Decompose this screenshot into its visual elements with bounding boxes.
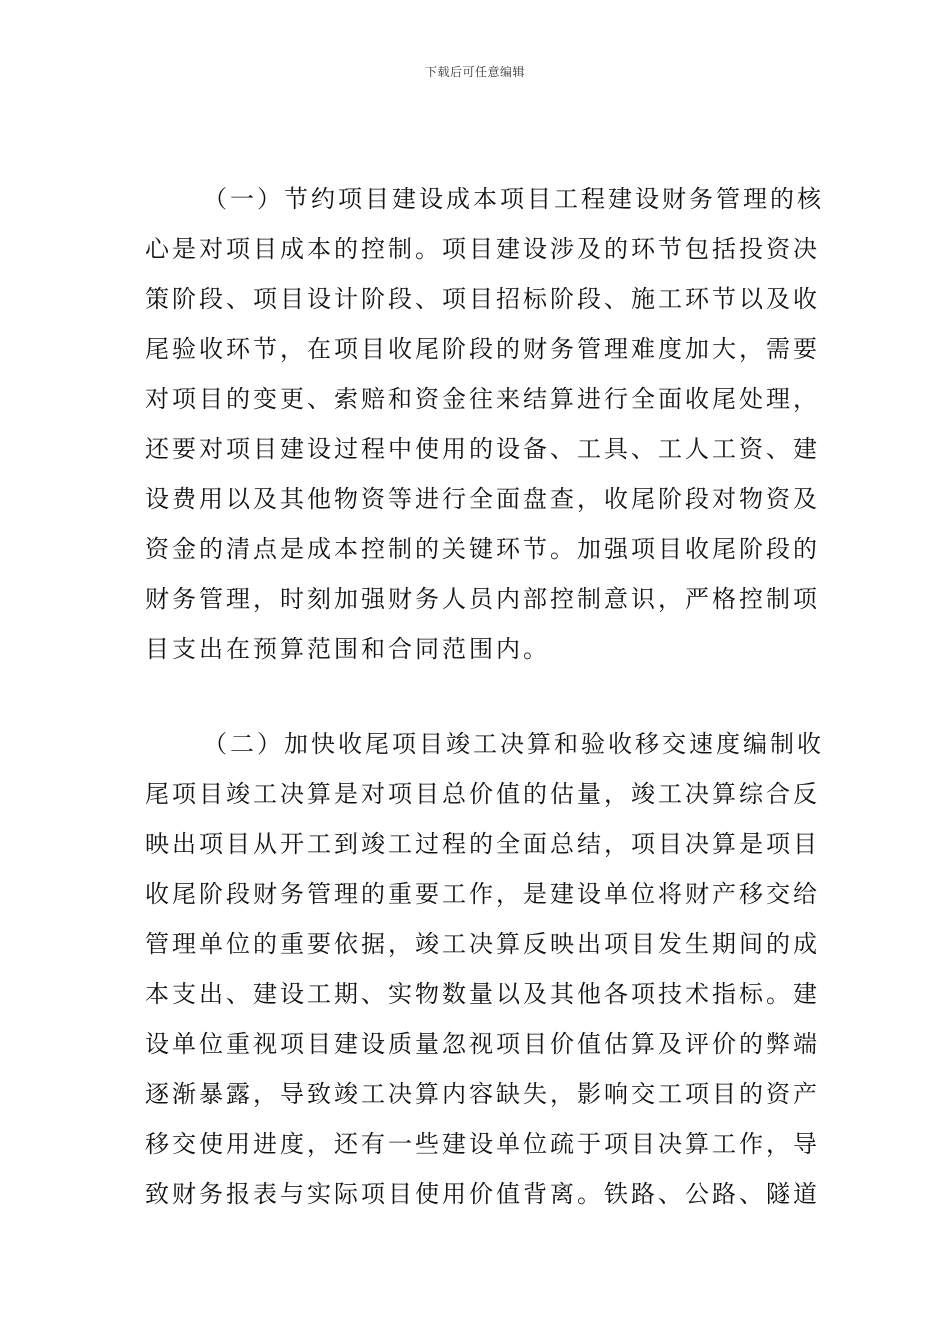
paragraph-line: 对项目的变更、索赔和资金往来结算进行全面收尾处理， <box>145 385 820 413</box>
paragraph-line: 致财务报表与实际项目使用价值背离。铁路、公路、隧道 <box>145 1180 820 1208</box>
paragraph-line: 财务管理，时刻加强财务人员内部控制意识，严格控制项 <box>145 585 820 613</box>
paragraph-line: 尾验收环节，在项目收尾阶段的财务管理难度加大，需要 <box>145 335 820 363</box>
page-header: 下载后可任意编辑 <box>424 65 525 79</box>
paragraph-line: 映出项目从开工到竣工过程的全面总结，项目决算是项目 <box>145 830 820 858</box>
paragraph-1 <box>145 174 824 674</box>
paragraph-line: 收尾阶段财务管理的重要工作，是建设单位将财产移交给 <box>145 880 820 908</box>
paragraph-line: 还要对项目建设过程中使用的设备、工具、工人工资、建 <box>145 435 820 463</box>
paragraph-line: 本支出、建设工期、实物数量以及其他各项技术指标。建 <box>145 980 820 1008</box>
paragraph-line: 心是对项目成本的控制。项目建设涉及的环节包括投资决 <box>145 235 820 263</box>
paragraph-2 <box>145 719 824 1219</box>
paragraph-line: 设单位重视项目建设质量忽视项目价值估算及评价的弊端 <box>145 1030 820 1058</box>
paragraph-line: 设费用以及其他物资等进行全面盘查，收尾阶段对物资及 <box>145 485 820 513</box>
paragraph-line: 资金的清点是成本控制的关键环节。加强项目收尾阶段的 <box>145 535 820 563</box>
paragraph-line: 管理单位的重要依据，竣工决算反映出项目发生期间的成 <box>145 930 820 958</box>
paragraph-line: 目支出在预算范围和合同范围内。 <box>145 635 550 663</box>
paragraph-line: （二）加快收尾项目竣工决算和验收移交速度编制收 <box>203 730 824 758</box>
paragraph-line: （一）节约项目建设成本项目工程建设财务管理的核 <box>203 185 824 213</box>
paragraph-line: 移交使用进度，还有一些建设单位疏于项目决算工作，导 <box>145 1130 820 1158</box>
paragraph-line: 尾项目竣工决算是对项目总价值的估量，竣工决算综合反 <box>145 780 820 808</box>
paragraph-line: 策阶段、项目设计阶段、项目招标阶段、施工环节以及收 <box>145 285 820 313</box>
paragraph-line: 逐渐暴露，导致竣工决算内容缺失，影响交工项目的资产 <box>145 1080 820 1108</box>
